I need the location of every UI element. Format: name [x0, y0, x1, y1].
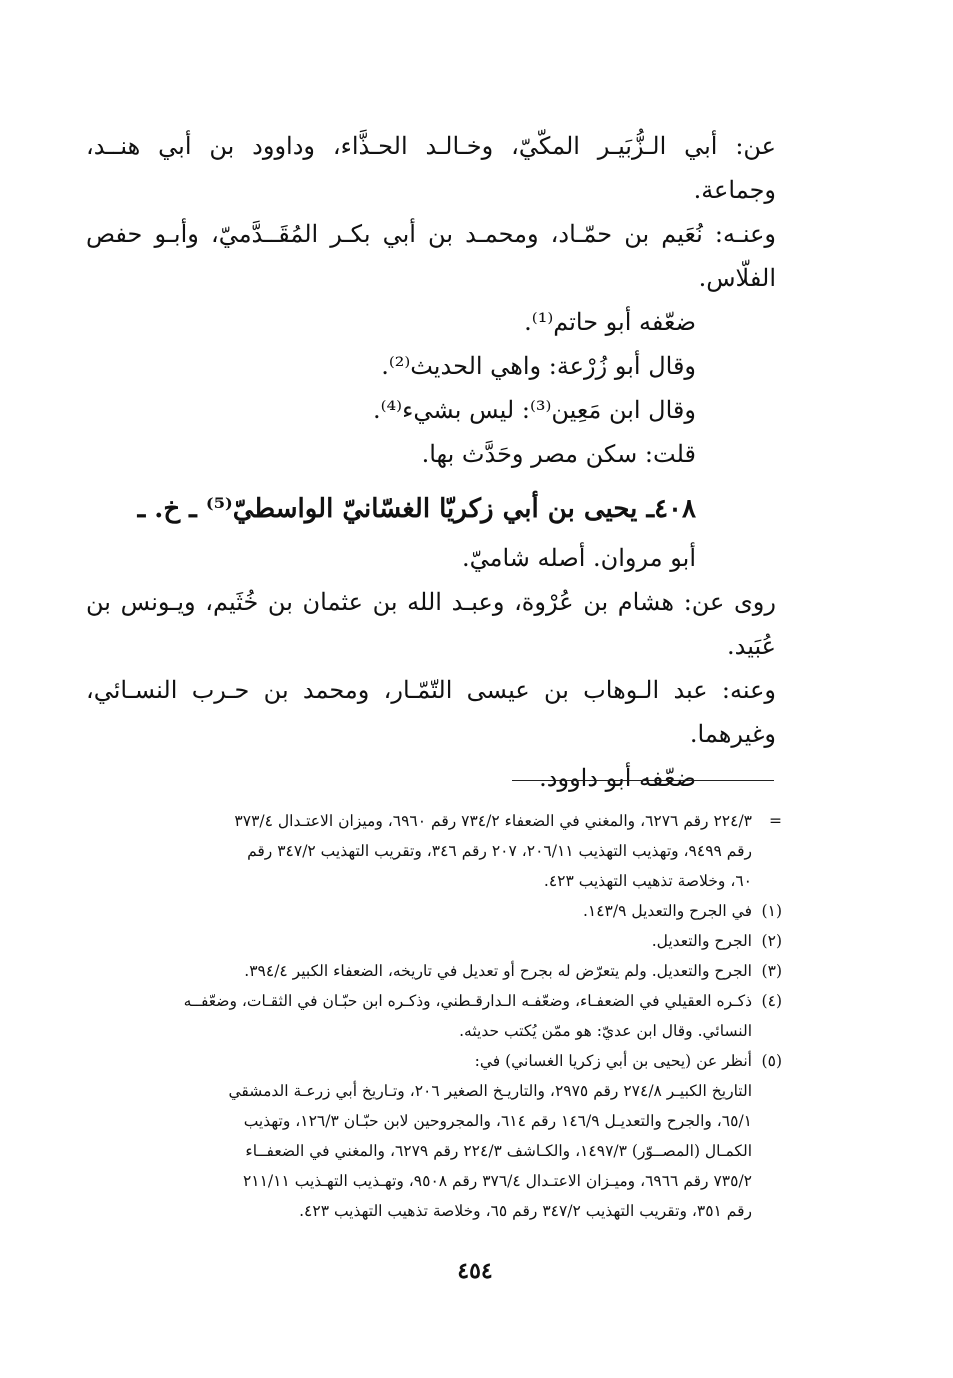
footnote-line: الجرح والتعديل. ولم يتعرّض له بجرح أو تعديل في تاريخه، الضعفاء الكبير ٣٩٤/٤. — [244, 962, 752, 980]
footnote-mark: (١) — [761, 902, 782, 920]
footnote-line: ٢٢٤/٣ رقم ٦٢٧٦، والمغني في الضعفاء ٧٣٤/٢ رقم ٦٩٦٠، وميزان الاعتـدال ٣٧٣/٤ — [234, 812, 752, 830]
text-line: وقال ابن مَعِين⁽³⁾: ليس بشيء⁽⁴⁾. — [373, 396, 696, 424]
footnote-line: ٧٣٥/٢ رقم ٦٩٦٦، وميـزان الاعتـدال ٣٧٦/٤ رقم ٩٥٠٨، وتهـذيب التهـذيب ٢١١/١١ — [242, 1172, 752, 1190]
main-text — [86, 124, 776, 800]
text-line: روى عن: هشام بن عُرْوة، وعبـد الله بن عثمان بن خُثَيم، ويـونس بن — [86, 588, 776, 616]
footnote-mark: (٤) — [761, 992, 782, 1010]
footnote — [86, 926, 782, 956]
footnote-line: رقم ٣٥١، وتقريب التهذيب ٣٤٧/٢ رقم ٦٥، وخلاصة تذهيب التهذيب ٤٢٣. — [299, 1202, 752, 1220]
footnote-line: رقم ٩٤٩٩، وتهذيب التهذيب ٢٠٦/١١، ٢٠٧ رقم ٣٤٦، وتقريب التهذيب ٣٤٧/٢ رقم — [247, 842, 752, 860]
text-line: ضعّفه أبو حاتم⁽¹⁾. — [524, 308, 696, 336]
text-line: وعنه: عبد الـوهاب بن عيسى التّمّـار، ومحمد بن حـرب النسـائي، — [86, 676, 776, 704]
footnote-line: الجرح والتعديل. — [651, 932, 752, 950]
text-line: أبو مروان. أصله شاميّ. — [461, 544, 696, 572]
text-line: قلت: سكن مصر وحَدَّث بها. — [421, 440, 696, 468]
text-line: ضعّفه أبو داوود. — [539, 764, 696, 792]
footnote-line: في الجرح والتعديل ١٤٣/٩. — [582, 902, 752, 920]
footnote-line: الكمـال (المصــوّر) ١٤٩٧/٣، والكـاشف ٢٢٤/٣ رقم ٦٢٧٩، والمغني في الضعفــاء — [245, 1142, 752, 1160]
footnote-separator — [512, 780, 774, 781]
text-line: وغيرهما. — [689, 720, 776, 748]
footnote — [86, 986, 782, 1046]
text-line: عُبَيد. — [726, 632, 776, 660]
footnote-line: ٦٥/١، والجرح والتعديـل ١٤٦/٩ رقم ٦١٤، والمجروحين لابن حبّـان ١٢٦/٣، وتهذيب — [243, 1112, 752, 1130]
page-number: ٤٥٤ — [457, 1258, 493, 1284]
footnote-line: ٦٠، وخلاصة تذهيب التهذيب ٤٢٣. — [543, 872, 752, 890]
footnote-line: النسائي. وقال ابن عديّ: هو ممّن يُكتب حديثه. — [459, 1022, 752, 1040]
text-line: وجماعة. — [693, 176, 776, 204]
footnote-line: التاريخ الكبيـر ٢٧٤/٨ رقم ٢٩٧٥، والتاريـخ الصغير ٢٠٦، وتـاريخ أبي زرعـة الدمشقي — [228, 1082, 752, 1100]
footnote — [86, 896, 782, 926]
footnote-mark: = — [769, 812, 782, 830]
footnote-line: ذكـره العقيلي في الضعفـاء، وضعّفـه الـدارقـطني، وذكـره ابن حبّـان في الثقـات، وضعّفــه — [183, 992, 752, 1010]
footnote-line: أنظر عن (يحيى بن أبي زكريا الغساني) في: — [474, 1052, 752, 1070]
text-line: الفلّاس. — [698, 264, 776, 292]
footnote — [86, 806, 782, 896]
text-line: وقال أبو زُرْعة: واهي الحديث⁽²⁾. — [381, 352, 696, 380]
footnote-mark: (٢) — [761, 932, 782, 950]
entry-heading: ٤٠٨ـ يحيى بن أبي زكريّا الغسّانيّ الواسطيّ⁽⁵⁾ ـ خ. ـ — [137, 494, 696, 524]
footnotes — [86, 806, 782, 1226]
footnote — [86, 1046, 782, 1226]
footnote-mark: (٣) — [761, 962, 782, 980]
footnote — [86, 956, 782, 986]
text-line: عن: أبي الـزُّبَيـر المكّيّ، وخـالـد الحـذَّاء، وداوود بن أبي هنــد، — [86, 132, 776, 160]
footnote-mark: (٥) — [761, 1052, 782, 1070]
text-line: وعنـه: نُعَيم بن حمّـاد، ومحمـد بن أبي بكـر المُقَــدَّميّ، وأبـو حفص — [86, 220, 776, 248]
